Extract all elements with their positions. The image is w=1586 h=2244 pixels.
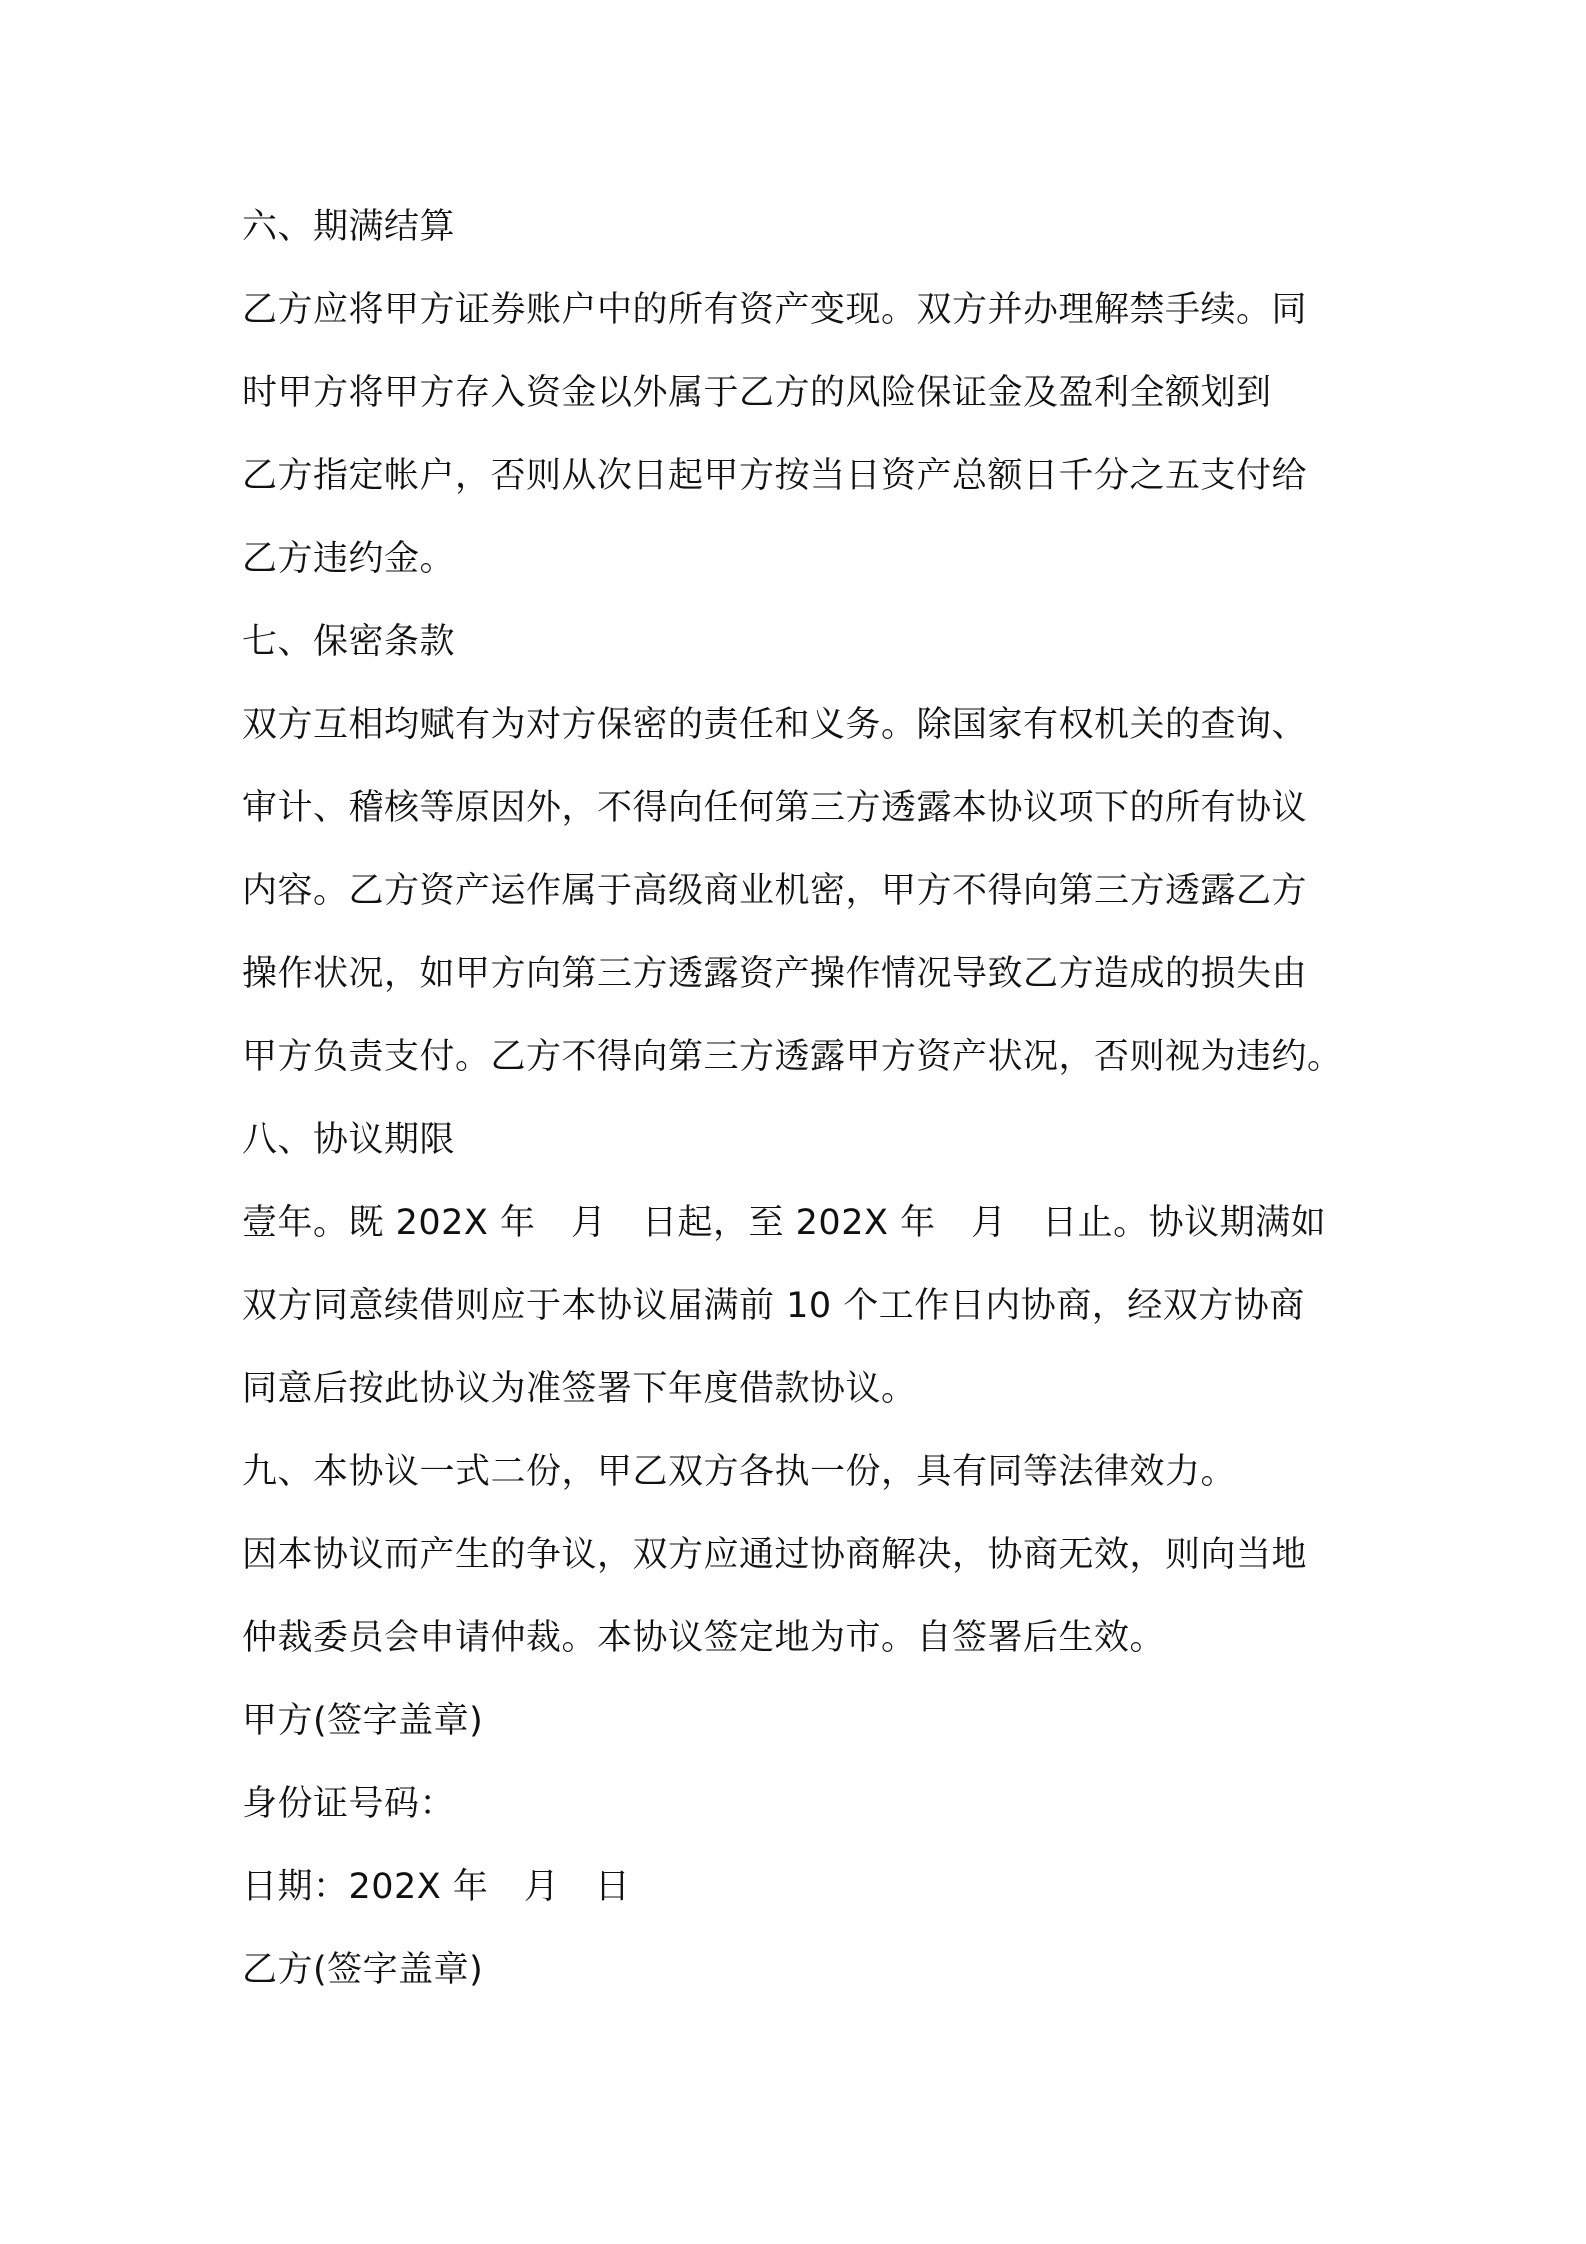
party-b-signature: 乙方(签字盖章) [242,1950,484,1990]
section6-line-3: 乙方指定帐户，否则从次日起甲方按当日资产总额日千分之五支付给 [242,456,1308,496]
section7-heading: 七、保密条款 [242,622,456,662]
section6-heading: 六、期满结算 [242,207,456,247]
section7-line-1: 双方互相均赋有为对方保密的责任和义务。除国家有权机关的查询、 [242,705,1308,745]
section8-line-3: 同意后按此协议为准签署下年度借款协议。 [242,1369,917,1409]
section7-line-4: 操作状况，如甲方向第三方透露资产操作情况导致乙方造成的损失由 [242,954,1308,994]
signature-date: 日期：202X 年 月 日 [242,1867,631,1907]
section7-line-3: 内容。乙方资产运作属于高级商业机密，甲方不得向第三方透露乙方 [242,871,1308,911]
section6-line-4: 乙方违约金。 [242,539,456,579]
party-a-signature: 甲方(签字盖章) [242,1701,484,1741]
section8-line-2: 双方同意续借则应于本协议届满前 10 个工作日内协商，经双方协商 [242,1286,1305,1326]
section8-line-1: 壹年。既 202X 年 月 日起，至 202X 年 月 日止。协议期满如 [242,1203,1327,1243]
id-number-label: 身份证号码： [242,1784,456,1824]
section9-heading: 九、本协议一式二份，甲乙双方各执一份，具有同等法律效力。 [242,1452,1237,1492]
section6-line-2: 时甲方将甲方存入资金以外属于乙方的风险保证金及盈利全额划到 [242,373,1272,413]
section9-line-1: 因本协议而产生的争议，双方应通过协商解决，协商无效，则向当地 [242,1535,1308,1575]
section6-line-1: 乙方应将甲方证券账户中的所有资产变现。双方并办理解禁手续。同 [242,290,1308,330]
section7-line-5: 甲方负责支付。乙方不得向第三方透露甲方资产状况，否则视为违约。 [242,1037,1343,1077]
section8-heading: 八、协议期限 [242,1120,456,1160]
section9-line-2: 仲裁委员会申请仲裁。本协议签定地为市。自签署后生效。 [242,1618,1166,1658]
section7-line-2: 审计、稽核等原因外，不得向任何第三方透露本协议项下的所有协议 [242,788,1308,828]
